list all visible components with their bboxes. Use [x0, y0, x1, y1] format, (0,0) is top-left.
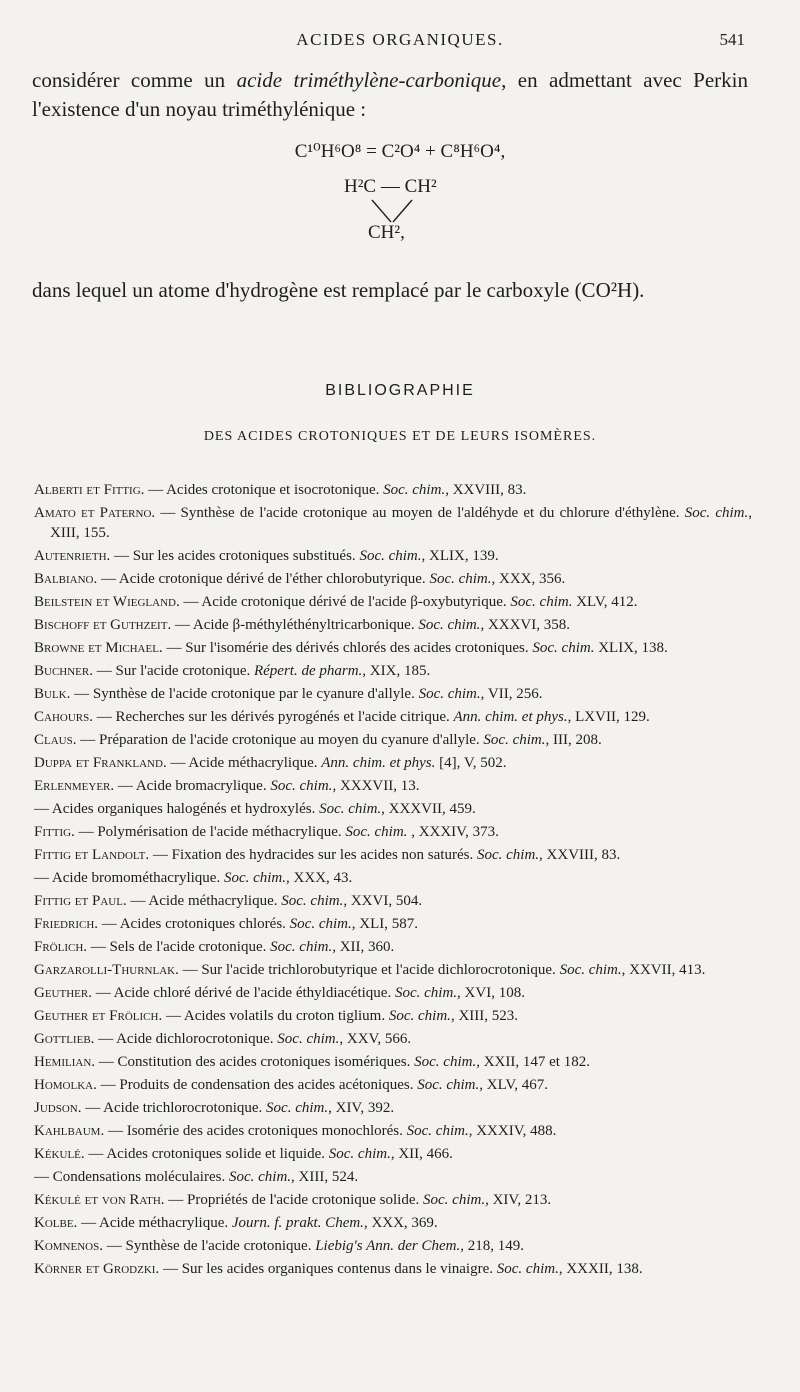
- reference-entry: [34, 1098, 752, 1118]
- reference-journal: Soc. chim.: [476, 847, 540, 863]
- reference-journal: Soc. chim.: [684, 505, 749, 521]
- after-formula-paragraph: dans lequel un atome d'hydrogène est remplacé par le carboxyle (CO²H).: [32, 278, 645, 302]
- reference-entry: [34, 960, 752, 980]
- reference-journal: Soc. chim.: [270, 778, 333, 794]
- reference-volume: , VII, 256.: [480, 686, 543, 702]
- reference-title: — Acide crotonique dérivé de l'acide β-oxybutyrique.: [179, 594, 511, 610]
- reference-authors: Bulk.: [34, 686, 71, 702]
- reference-entry: [34, 799, 752, 819]
- reference-authors: Fittig et Paul.: [34, 893, 127, 909]
- reference-entry: [34, 1144, 752, 1164]
- reference-journal: Soc. chim.: [383, 482, 446, 498]
- reference-volume: XLIX, 138.: [594, 640, 668, 656]
- reference-authors: Körner et Grodzki.: [34, 1261, 160, 1277]
- reference-authors: Komnenos.: [34, 1238, 103, 1254]
- reference-title: — Acides crotonique et isocrotonique.: [144, 482, 384, 498]
- reference-title: — Sur les acides organiques contenus dans le vinaigre.: [159, 1261, 497, 1277]
- reference-entry: [34, 546, 752, 566]
- reference-volume: , XXXIV, 488.: [468, 1123, 557, 1139]
- reference-entry: [34, 503, 752, 543]
- reference-volume: , XXXII, 138.: [558, 1261, 643, 1277]
- reference-entry: [34, 822, 752, 842]
- reference-journal: Soc. chim.: [270, 939, 333, 955]
- reference-journal: Journ. f. prakt. Chem.: [231, 1215, 364, 1231]
- bibliography-subtitle: DES ACIDES CROTONIQUES ET DE LEURS ISOMÈRES.: [203, 429, 597, 444]
- reference-title: — Condensations moléculaires.: [34, 1169, 229, 1185]
- ring-top: H²C — CH²: [344, 176, 437, 197]
- reference-entry: [34, 937, 752, 957]
- reference-volume: , XIII, 524.: [291, 1169, 359, 1185]
- reference-authors: Claus.: [34, 732, 77, 748]
- reference-title: — Propriétés de l'acide crotonique solide.: [164, 1192, 424, 1208]
- reference-volume: , XIX, 185.: [362, 663, 431, 679]
- reference-journal: Soc. chim.: [388, 1008, 451, 1024]
- reference-volume: , XXXVI, 358.: [480, 617, 571, 633]
- reference-volume: , XXXIV, 373.: [407, 824, 499, 840]
- reference-title: — Acide bromacrylique.: [114, 778, 271, 794]
- reference-volume: , XII, 466.: [390, 1146, 453, 1162]
- reference-journal: Soc. chim.: [414, 1054, 477, 1070]
- reference-journal: Soc. chim.: [532, 640, 595, 656]
- reference-entry: [34, 891, 752, 911]
- reference-authors: Kahlbaum.: [34, 1123, 105, 1139]
- reference-journal: Soc. chim.: [281, 893, 344, 909]
- reference-volume: , III, 208.: [545, 732, 602, 748]
- reference-authors: Fittig et Landolt.: [34, 847, 150, 863]
- reference-title: — Recherches sur les dérivés pyrogénés et l'acide citrique.: [93, 709, 454, 725]
- ring-bottom: CH²,: [368, 222, 405, 243]
- reference-title: — Fixation des hydracides sur les acides non saturés.: [149, 847, 477, 863]
- reference-entry: [34, 983, 752, 1003]
- reference-journal: Soc. chim.: [429, 571, 492, 587]
- reference-volume: , XIV, 213.: [485, 1192, 552, 1208]
- reference-title: — Constitution des acides crotoniques isomériques.: [95, 1054, 415, 1070]
- reference-volume: , XXVII, 413.: [621, 962, 706, 978]
- reference-authors: Homolka.: [34, 1077, 97, 1093]
- reference-entry: [34, 845, 752, 865]
- reference-volume: , XXVIII, 83.: [445, 482, 527, 498]
- reference-entry: [34, 661, 752, 681]
- reference-authors: Kékulé.: [34, 1146, 85, 1162]
- reference-entry: [34, 1121, 752, 1141]
- reference-authors: Autenrieth.: [34, 548, 111, 564]
- reference-title: — Sels de l'acide crotonique.: [87, 939, 271, 955]
- reference-title: — Acide crotonique dérivé de l'éther chlorobutyrique.: [97, 571, 430, 587]
- intro-text-end: , en admettant avec Perkin l'existence d'un noyau triméthylénique :: [32, 68, 748, 121]
- reference-authors: Alberti et Fittig.: [34, 482, 145, 498]
- reference-volume: , XXX, 356.: [491, 571, 566, 587]
- reference-entry: [34, 1190, 752, 1210]
- reference-authors: Kékulé et von Rath.: [34, 1192, 165, 1208]
- reference-volume: , XLIX, 139.: [421, 548, 499, 564]
- reference-journal: Soc. chim.: [418, 617, 481, 633]
- reference-entry: [34, 1006, 752, 1026]
- page-header: [0, 30, 800, 54]
- trimethylene-ring: [330, 176, 470, 266]
- reference-entry: [34, 480, 752, 500]
- reference-entry: [34, 1259, 752, 1279]
- reference-volume: , XIII, 523.: [450, 1008, 519, 1024]
- reference-entry: [34, 638, 752, 658]
- reference-authors: Frölich.: [34, 939, 88, 955]
- reference-title: — Synthèse de l'acide crotonique au moyen de l'aldéhyde et du chlorure d'éthylène.: [155, 505, 685, 521]
- intro-emphasis: acide triméthylène-carbonique: [236, 68, 502, 92]
- reference-journal: Soc. chim.: [328, 1146, 391, 1162]
- reference-authors: Browne et Michael.: [34, 640, 163, 656]
- reference-entry: [34, 776, 752, 796]
- reference-journal: Soc. chim.: [345, 824, 408, 840]
- reference-volume: , XXV, 566.: [339, 1031, 412, 1047]
- reference-volume: [4], V, 502.: [435, 755, 507, 771]
- reference-journal: Soc. chim.: [510, 594, 573, 610]
- reference-title: — Acide méthacrylique.: [166, 755, 322, 771]
- reference-volume: , XXX, 369.: [363, 1215, 438, 1231]
- reference-title: — Préparation de l'acide crotonique au moyen du cyanure d'allyle.: [76, 732, 484, 748]
- reference-entry: [34, 1075, 752, 1095]
- reference-entry: [34, 1236, 752, 1256]
- reference-entry: [34, 1213, 752, 1233]
- reference-entry: [34, 730, 752, 750]
- reference-entry: [34, 868, 752, 888]
- reference-title: — Acides organiques halogénés et hydroxylés.: [34, 801, 320, 817]
- reference-entry: [34, 1029, 752, 1049]
- reference-journal: Soc. chim.: [277, 1031, 340, 1047]
- reference-title: — Sur les acides crotoniques substitués.: [110, 548, 360, 564]
- reference-title: — Isomérie des acides crotoniques monochlorés.: [104, 1123, 407, 1139]
- reference-journal: Liebig's Ann. der Chem.: [315, 1238, 461, 1254]
- reference-journal: Soc. chim.: [228, 1169, 292, 1185]
- reference-journal: Soc. chim.: [289, 916, 352, 932]
- reference-entry: [34, 914, 752, 934]
- reference-authors: Geuther et Frölich.: [34, 1008, 163, 1024]
- reference-volume: XLV, 412.: [572, 594, 638, 610]
- reference-authors: Kolbe.: [34, 1215, 78, 1231]
- reference-entry: [34, 1052, 752, 1072]
- reference-journal: Ann. chim. et phys.: [321, 755, 436, 771]
- reference-entry: [34, 615, 752, 635]
- reference-authors: Geuther.: [34, 985, 92, 1001]
- reference-entry: [34, 684, 752, 704]
- reference-authors: Friedrich.: [34, 916, 99, 932]
- reference-journal: Soc. chim.: [359, 548, 422, 564]
- reference-journal: Soc. chim.: [266, 1100, 329, 1116]
- reference-volume: , LXVII, 129.: [567, 709, 650, 725]
- reference-authors: Cahours.: [34, 709, 93, 725]
- reference-entry: [34, 1167, 752, 1187]
- reference-authors: Buchner.: [34, 663, 93, 679]
- reference-title: — Sur l'acide crotonique.: [92, 663, 254, 679]
- running-title: ACIDES ORGANIQUES.: [296, 30, 504, 49]
- bibliography-title: BIBLIOGRAPHIE: [325, 382, 475, 399]
- reference-journal: Soc. chim.: [417, 1077, 480, 1093]
- reference-entry: [34, 753, 752, 773]
- reference-title: — Acide dichlorocrotonique.: [94, 1031, 278, 1047]
- reference-title: — Acide trichlorocrotonique.: [81, 1100, 267, 1116]
- reference-volume: , XXXVII, 13.: [332, 778, 420, 794]
- reference-journal: Répert. de pharm.: [253, 663, 363, 679]
- reference-journal: Soc. chim.: [559, 962, 622, 978]
- reference-volume: , XII, 360.: [332, 939, 395, 955]
- reference-volume: , XVI, 108.: [457, 985, 525, 1001]
- reference-title: — Acide bromométhacrylique.: [34, 870, 224, 886]
- reference-volume: , XXVI, 504.: [343, 893, 423, 909]
- reference-authors: Fittig.: [34, 824, 75, 840]
- reference-authors: Amato et Paterno.: [34, 505, 156, 521]
- reference-journal: Soc. chim.: [483, 732, 546, 748]
- reference-title: — Acide méthacrylique.: [77, 1215, 232, 1231]
- reference-list: [34, 480, 752, 1282]
- reference-journal: Soc. chim.: [418, 686, 481, 702]
- reference-title: — Polymérisation de l'acide méthacrylique.: [74, 824, 346, 840]
- reference-entry: [34, 592, 752, 612]
- reference-volume: , 218, 149.: [460, 1238, 524, 1254]
- reference-authors: Judson.: [34, 1100, 82, 1116]
- reference-volume: , XXII, 147 et 182.: [476, 1054, 590, 1070]
- reference-volume: , XXVIII, 83.: [539, 847, 621, 863]
- reference-entry: [34, 707, 752, 727]
- reference-entry: [34, 569, 752, 589]
- reference-title: — Acide chloré dérivé de l'acide éthyldiacétique.: [91, 985, 395, 1001]
- reference-volume: , XLI, 587.: [351, 916, 418, 932]
- reference-authors: Duppa et Frankland.: [34, 755, 167, 771]
- reference-authors: Garzarolli-Thurnlak.: [34, 962, 179, 978]
- reference-journal: Soc. chim.: [496, 1261, 559, 1277]
- reference-title: — Sur l'acide trichlorobutyrique et l'acide dichlorocrotonique.: [178, 962, 560, 978]
- reference-title: — Acide β-méthyléthényltricarbonique.: [171, 617, 419, 633]
- reference-journal: Soc. chim.: [406, 1123, 469, 1139]
- reference-authors: Gottlieb.: [34, 1031, 95, 1047]
- reference-volume: , XIII, 155.: [50, 505, 752, 541]
- reference-title: — Acides crotoniques chlorés.: [98, 916, 290, 932]
- reference-volume: , XIV, 392.: [328, 1100, 395, 1116]
- reference-volume: , XXX, 43.: [286, 870, 353, 886]
- reference-journal: Soc. chim.: [223, 870, 287, 886]
- reference-title: — Sur l'isomérie des dérivés chlorés des acides crotoniques.: [162, 640, 533, 656]
- reference-title: — Acides volatils du croton tiglium.: [162, 1008, 389, 1024]
- reference-volume: , XLV, 467.: [479, 1077, 549, 1093]
- reference-title: — Synthèse de l'acide crotonique par le cyanure d'allyle.: [70, 686, 419, 702]
- reference-title: — Synthèse de l'acide crotonique.: [102, 1238, 316, 1254]
- reference-journal: Soc. chim.: [423, 1192, 486, 1208]
- reference-authors: Balbiano.: [34, 571, 98, 587]
- reference-authors: Erlenmeyer.: [34, 778, 115, 794]
- reference-journal: Soc. chim.: [394, 985, 458, 1001]
- intro-paragraph: [32, 66, 748, 124]
- reference-authors: Beilstein et Wiegland.: [34, 594, 180, 610]
- page-number: 541: [719, 30, 745, 49]
- reference-journal: Ann. chim. et phys.: [453, 709, 568, 725]
- reference-title: — Produits de condensation des acides acétoniques.: [96, 1077, 418, 1093]
- reference-authors: Hemilian.: [34, 1054, 96, 1070]
- reference-authors: Bischoff et Guthzeit.: [34, 617, 172, 633]
- intro-text-start: considérer comme un: [32, 68, 237, 92]
- reference-title: — Acides crotoniques solide et liquide.: [84, 1146, 329, 1162]
- reference-volume: , XXXVII, 459.: [381, 801, 476, 817]
- ring-bonds: [370, 198, 414, 224]
- reference-journal: Soc. chim.: [319, 801, 382, 817]
- formula-line: C¹⁰H⁶O⁸ = C²O⁴ + C⁸H⁶O⁴,: [294, 141, 506, 162]
- reference-title: — Acide méthacrylique.: [126, 893, 282, 909]
